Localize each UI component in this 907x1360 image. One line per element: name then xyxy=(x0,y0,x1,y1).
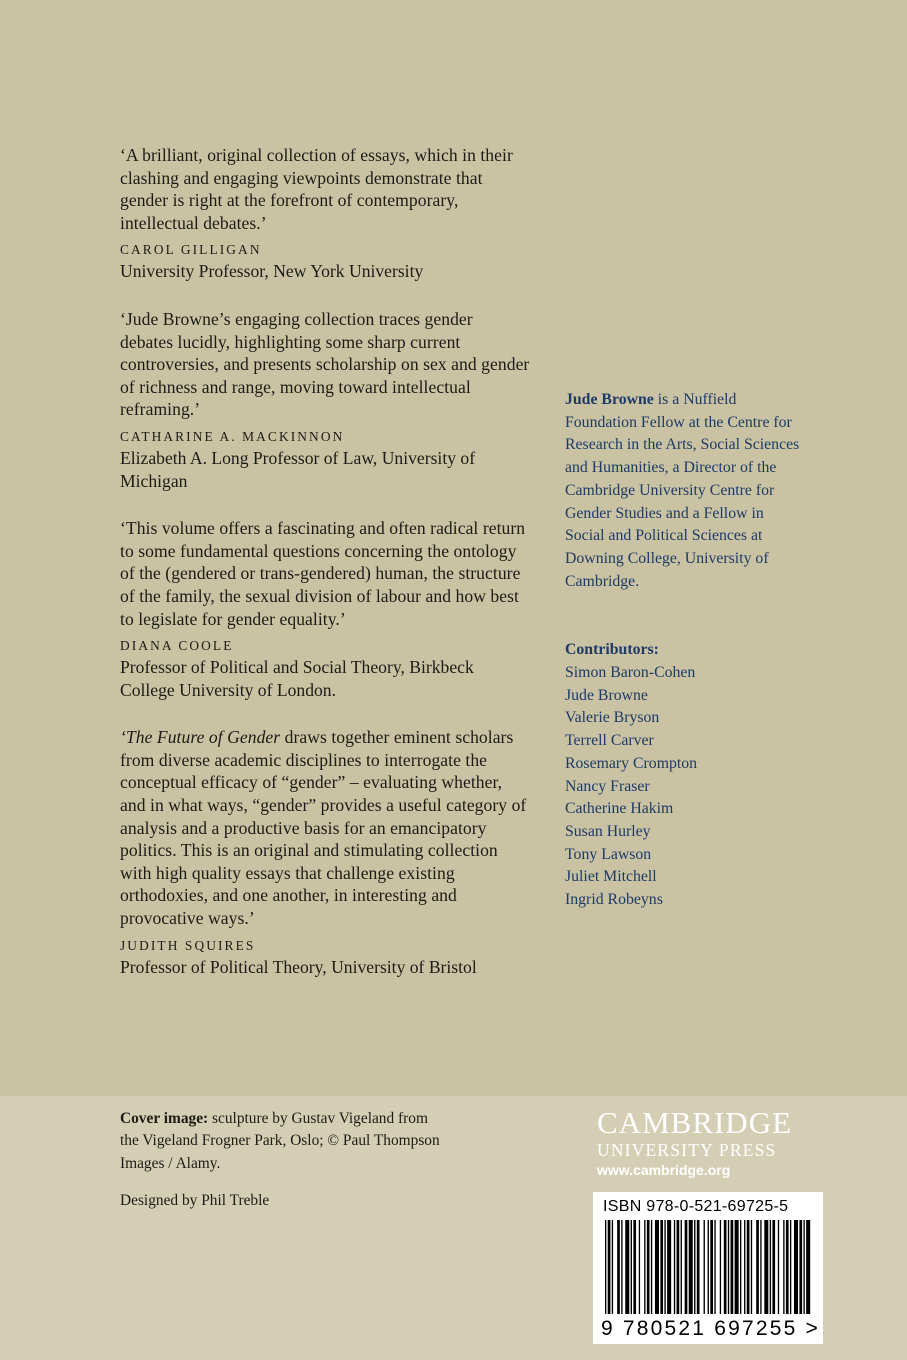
barcode-bar xyxy=(681,1220,682,1314)
author-name: Jude Browne xyxy=(565,391,654,408)
barcode-bar xyxy=(685,1220,688,1314)
barcode-bar xyxy=(633,1220,636,1314)
barcode-bar xyxy=(644,1220,645,1314)
publisher-logo xyxy=(597,1106,827,1179)
barcode-bar xyxy=(608,1220,611,1314)
barcode-bar xyxy=(794,1220,798,1314)
barcode-bar xyxy=(799,1220,802,1314)
review-quote xyxy=(120,308,530,421)
barcode-bar xyxy=(724,1220,727,1314)
reviewer-affiliation: University Professor, New York University xyxy=(120,261,424,282)
barcode-bar xyxy=(655,1220,659,1314)
barcode-bar xyxy=(740,1220,741,1314)
barcode-bar xyxy=(751,1220,752,1314)
contributor-item: Valerie Bryson xyxy=(565,709,660,727)
contributor-item: Susan Hurley xyxy=(565,822,651,840)
book-title-italic: ‘The Future of Gender xyxy=(120,727,281,748)
review-quote xyxy=(120,517,530,630)
barcode-bar xyxy=(621,1220,622,1314)
review-quote xyxy=(120,726,530,929)
contributor-item: Catherine Hakim xyxy=(565,800,674,818)
review-squires xyxy=(120,726,530,978)
barcode-bar xyxy=(714,1220,715,1314)
reviewer-affiliation: Professor of Political and Social Theory, Birkbeck College University of London. xyxy=(120,657,474,700)
barcode-bar xyxy=(651,1220,652,1314)
review-quote-text: ‘A brilliant, original collection of essays, which in their clashing and engaging viewpoints demonstrate that gender is right at the forefront of contemporary, intellectual debates.’ xyxy=(120,145,513,233)
barcode-bar xyxy=(735,1220,739,1314)
contributor-item: Juliet Mitchell xyxy=(565,868,657,886)
barcode-bar xyxy=(770,1220,771,1314)
barcode-bar xyxy=(612,1220,613,1314)
barcode-bar xyxy=(756,1220,759,1314)
barcode-digits: 9 780521 697255 > xyxy=(601,1317,820,1340)
barcode-bar xyxy=(617,1220,620,1314)
barcode-bar xyxy=(689,1220,693,1314)
barcode-bar xyxy=(694,1220,695,1314)
barcode-icon xyxy=(603,1220,813,1316)
barcode-bar xyxy=(625,1220,629,1314)
barcode-bar xyxy=(710,1220,713,1314)
contributor-item: Ingrid Robeyns xyxy=(565,891,663,909)
review-gilligan xyxy=(120,144,530,283)
barcode-bar xyxy=(664,1220,665,1314)
barcode-bar xyxy=(667,1220,671,1314)
reviewer-name: JUDITH SQUIRES xyxy=(120,937,256,953)
barcode-bar xyxy=(639,1220,640,1314)
barcode-bar xyxy=(772,1220,775,1314)
barcode-bar xyxy=(744,1220,745,1314)
review-coole xyxy=(120,517,530,701)
reviewer-affiliation: Elizabeth A. Long Professor of Law, University of Michigan xyxy=(120,447,476,491)
publisher-press: UNIVERSITY PRESS xyxy=(597,1140,777,1160)
barcode-bar xyxy=(783,1220,784,1314)
barcode-bar xyxy=(708,1220,709,1314)
reviewer-name: DIANA COOLE xyxy=(120,638,234,654)
barcode-bar xyxy=(720,1220,721,1314)
barcode-bar xyxy=(806,1220,810,1314)
review-quote-text: ‘This volume offers a fascinating and often radical return to some fundamental questions concerning the ontology of the (gendered or trans-gendered) human, the structure of the family, the sexual division of labour and how best to legislate for gender equality.’ xyxy=(120,518,526,629)
contributor-item: Simon Baron-Cohen xyxy=(565,664,696,681)
contributors-list xyxy=(565,662,697,912)
barcode-bar xyxy=(677,1220,680,1314)
reviewer-name: CAROL GILLIGAN xyxy=(120,242,262,258)
publisher-website: www.cambridge.org xyxy=(597,1162,731,1178)
contributor-item: Rosemary Crompton xyxy=(565,754,698,772)
author-bio-text: is a Nuffield Foundation Fellow at the Centre for Research in the Arts, Social Sciences and Humanities, a Director of the Cambridge University Centre for Gender Studies and a Fellow in Social and Political Sciences at Downing College, University of Cambridge. xyxy=(565,391,800,590)
barcode-bar xyxy=(747,1220,750,1314)
review-quote xyxy=(120,144,530,234)
barcode-bar xyxy=(728,1220,729,1314)
barcode-bar xyxy=(803,1220,804,1314)
contributor-item: Nancy Fraser xyxy=(565,777,650,795)
contributors-title: Contributors: xyxy=(565,641,659,658)
reviewer-affiliation: Professor of Political Theory, University of Bristol xyxy=(120,956,477,977)
barcode-bar xyxy=(764,1220,768,1314)
review-mackinnon xyxy=(120,308,530,492)
cover-image-label: Cover image: xyxy=(120,1110,209,1127)
review-quote-text: ‘Jude Browne’s engaging collection traces gender debates lucidly, highlighting some sharp current controversies, and presents scholarship on sex and gender of richness and range, moving toward intellectual reframing.’ xyxy=(120,308,530,420)
cover-image-credit-text: sculpture by Gustav Vigeland from the Vigeland Frogner Park, Oslo; © Paul Thompson Images / Alamy. xyxy=(120,1110,440,1172)
cover-image-credit xyxy=(120,1108,450,1175)
reviewer-name: CATHARINE A. MACKINNON xyxy=(120,428,345,444)
barcode-bar xyxy=(731,1220,734,1314)
publisher-name: CAMBRIDGE xyxy=(597,1105,793,1140)
reviews-column xyxy=(120,144,530,1003)
barcode-bar xyxy=(778,1220,779,1314)
author-bio xyxy=(565,389,800,593)
barcode-panel xyxy=(593,1192,823,1344)
isbn-label: ISBN 978-0-521-69725-5 xyxy=(603,1198,789,1215)
barcode-bar xyxy=(647,1220,650,1314)
barcode-bar xyxy=(674,1220,675,1314)
barcode-bar xyxy=(760,1220,761,1314)
barcode-bar xyxy=(697,1220,700,1314)
contributor-item: Tony Lawson xyxy=(565,845,652,863)
barcode-bar xyxy=(631,1220,632,1314)
barcode-bar xyxy=(660,1220,663,1314)
review-quote-text: draws together eminent scholars from diverse academic disciplines to interrogate the conceptual efficacy of “gender” – evaluating whether, and in what ways, “gender” provides a useful category of analysis and a productive basis for an emancipatory politics. This is an original and stimulating collection with high quality essays that challenge existing orthodoxies, and one another, in interesting and provocative ways.’ xyxy=(120,727,527,929)
contributor-item: Terrell Carver xyxy=(565,732,654,750)
designer-credit: Designed by Phil Treble xyxy=(120,1192,270,1209)
barcode-bar xyxy=(786,1220,789,1314)
barcode-bar xyxy=(790,1220,791,1314)
contributor-item: Jude Browne xyxy=(565,686,648,704)
barcode-bar xyxy=(704,1220,705,1314)
barcode-bar xyxy=(605,1220,606,1314)
